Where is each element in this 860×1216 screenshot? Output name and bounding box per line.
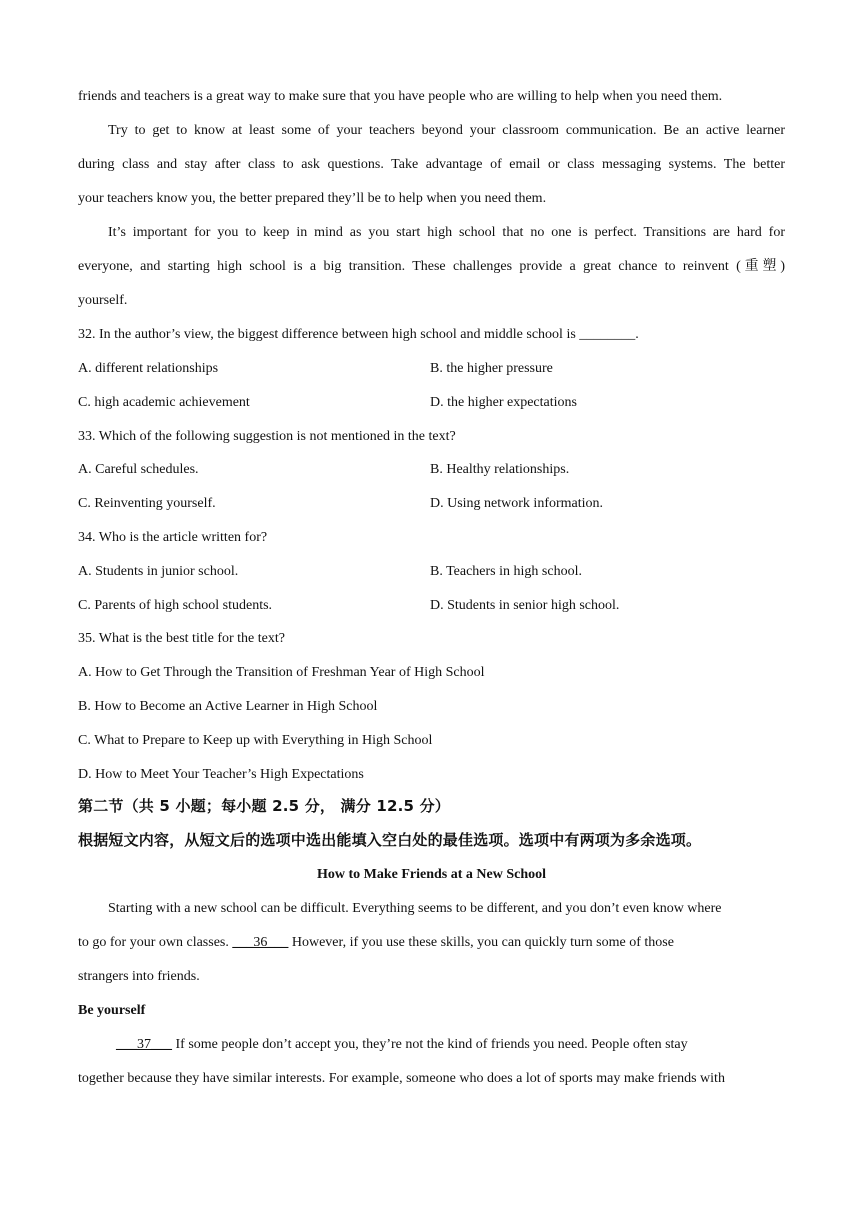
section-heading: 第二节（共 5 小题；每小题 2.5 分， 满分 12.5 分） [78, 797, 450, 815]
subheading: Be yourself [78, 1003, 146, 1018]
option-c: C. Parents of high school students. [78, 598, 273, 613]
passage-text: It’s important for you to keep in mind as you start high school that no one is perfect. Transitions are hard for [108, 225, 785, 240]
option-b: B. How to Become an Active Learner in High School [78, 699, 378, 714]
blank-36: ___36___ [232, 935, 289, 950]
blank-37: ___37___ [116, 1037, 172, 1052]
option-d: D. Students in senior high school. [430, 598, 620, 613]
question-stem: 35. What is the best title for the text? [78, 631, 285, 646]
passage-text: your teachers know you, the better prepared they’ll be to help when you need them. [78, 191, 547, 206]
passage-text: Try to get to know at least some of your teachers beyond your classroom communication. Be an active learner [108, 123, 785, 138]
option-d: D. the higher expectations [430, 395, 577, 410]
article-text: to go for your own classes. [78, 935, 233, 950]
article-text: together because they have similar interests. For example, someone who does a lot of sports may make friends with [78, 1071, 725, 1086]
passage-text: everyone, and starting high school is a big transition. These challenges provide a great chance to reinvent (重塑) [78, 259, 785, 274]
option-a: A. How to Get Through the Transition of Freshman Year of High School [78, 665, 485, 680]
option-b: B. Teachers in high school. [430, 564, 582, 579]
article-text: However, if you use these skills, you can quickly turn some of those [288, 935, 674, 950]
article-text: strangers into friends. [78, 969, 200, 984]
article-text: Starting with a new school can be difficult. Everything seems to be different, and you don’t even know where [108, 901, 722, 916]
passage-text: friends and teachers is a great way to make sure that you have people who are willing to help when you need them. [78, 89, 723, 104]
option-c: C. Reinventing yourself. [78, 496, 216, 511]
article-text-line [116, 1036, 688, 1054]
question-stem: 32. In the author’s view, the biggest difference between high school and middle school is ________. [78, 327, 639, 342]
option-c: C. What to Prepare to Keep up with Everything in High School [78, 733, 433, 748]
article-text: If some people don’t accept you, they’re not the kind of friends you need. People often stay [172, 1037, 688, 1052]
option-d: D. Using network information. [430, 496, 604, 511]
option-c: C. high academic achievement [78, 395, 250, 410]
option-a: A. different relationships [78, 361, 219, 376]
option-d: D. How to Meet Your Teacher’s High Expectations [78, 767, 364, 782]
option-a: A. Careful schedules. [78, 462, 199, 477]
option-b: B. Healthy relationships. [430, 462, 570, 477]
article-title: How to Make Friends at a New School [316, 867, 547, 882]
option-a: A. Students in junior school. [78, 564, 239, 579]
passage-text: yourself. [78, 293, 128, 308]
article-text-line [78, 934, 674, 952]
section-instruction: 根据短文内容，从短文后的选项中选出能填入空白处的最佳选项。选项中有两项为多余选项。 [78, 831, 702, 849]
question-stem: 33. Which of the following suggestion is not mentioned in the text? [78, 429, 456, 444]
option-b: B. the higher pressure [430, 361, 553, 376]
passage-text: during class and stay after class to ask questions. Take advantage of email or class messaging systems. The better [78, 157, 785, 172]
question-stem: 34. Who is the article written for? [78, 530, 268, 545]
